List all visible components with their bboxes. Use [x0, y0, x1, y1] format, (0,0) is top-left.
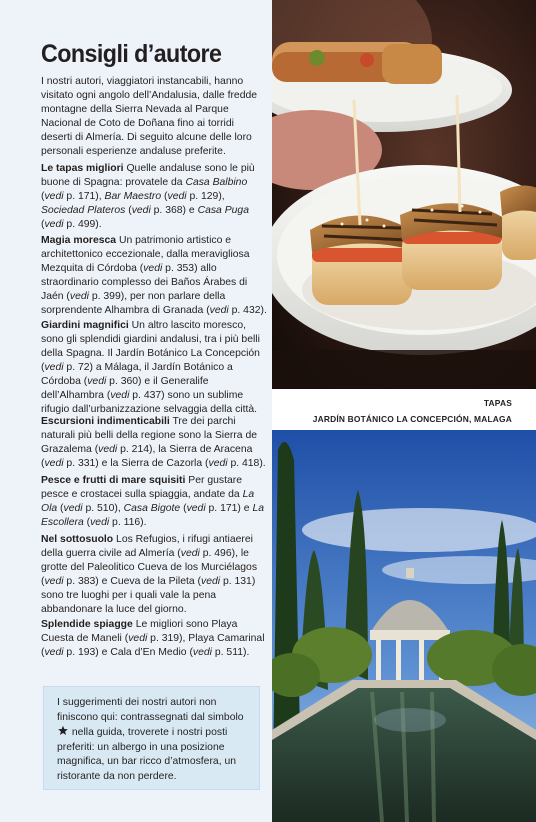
tip-tapas: [41, 162, 268, 232]
tip-italic-text: vedi: [110, 390, 130, 401]
tip-heading: Giardini magnifici: [41, 320, 129, 331]
tip-text: p. 399), per non parlare della sorprendente Alhambra di Granada (: [41, 291, 226, 316]
tip-italic-text: vedi: [209, 305, 229, 316]
tip-text: (: [41, 191, 45, 202]
tip-underground: [41, 533, 268, 617]
page-title: Consigli d’autore: [41, 40, 222, 68]
tip-text: p. 437) sono un sublime rifugio dall’urbanizzazione selvaggia della città.: [41, 390, 258, 415]
tip-italic-text: vedi: [98, 444, 118, 455]
tip-moorish-magic: [41, 234, 268, 318]
tip-italic-text: vedi: [44, 647, 64, 658]
tip-heading: Magia moresca: [41, 235, 117, 246]
tip-italic-text: vedi: [69, 291, 89, 302]
tip-text: Un altro lascito moresco, sono gli splendidi giardini andalusi, tra i più belli della Spagna. Il Jardín Botánico La Concepción (: [41, 320, 260, 373]
tip-text: p. 214), la Sierra de Aracena (: [41, 444, 253, 469]
tip-italic-text: Casa Bigote: [123, 503, 181, 514]
tip-text: p. 193) e Cala d’En Medio (: [63, 647, 193, 658]
tip-text: Tre dei parchi naturali più belli della regione sono la Sierra de Grazalema (: [41, 416, 258, 455]
tip-italic-text: vedi: [44, 458, 64, 469]
tip-text: Un patrimonio artistico e architettonico eccezionale, dalla meravigliosa Mezquita di Córdoba (: [41, 235, 250, 274]
tip-text: Per gustare pesce e crostacei sulla spiaggia, andate da: [41, 475, 243, 500]
tip-italic-text: vedi: [131, 205, 151, 216]
intro-paragraph: I nostri autori, viaggiatori instancabili, hanno visitato ogni angolo dell’Andalusia, dalle fredde montagne della Sierra Nevada al Parque Nacional de Coto de Doñana fino ai torridi deserti di Almería. Di seguito alcune delle loro personali esperienze andaluse preferite.: [41, 76, 258, 157]
tip-heading: Nel sottosuolo: [41, 534, 114, 545]
garden-photo: [272, 430, 536, 822]
tip-italic-text: vedi: [143, 263, 163, 274]
tip-gardens: [41, 319, 268, 417]
tip-italic-text: vedi: [44, 362, 64, 373]
tip-italic-text: vedi: [44, 191, 64, 202]
tip-text: Los Refugios, i rifugi antiaerei della guerra civile ad Almería (: [41, 534, 253, 559]
tip-italic-text: La Escollera: [41, 503, 264, 528]
tip-text: p. 360) e il Generalife dell’Alhambra (: [41, 376, 209, 401]
tip-text: p. 496), le grotte del Paleolitico Cueva de los Murciélagos (: [41, 548, 258, 587]
tip-italic-text: vedi: [167, 191, 187, 202]
tip-italic-text: vedi: [87, 376, 107, 387]
tip-heading: Escursioni indimenticabili: [41, 416, 170, 427]
tip-text: p. 510),: [82, 503, 124, 514]
tip-italic-text: vedi: [186, 503, 206, 514]
tip-italic-text: vedi: [192, 647, 212, 658]
tip-heading: Le tapas migliori: [41, 163, 124, 174]
tip-text: p. 368) e: [150, 205, 198, 216]
tip-italic-text: vedi: [180, 548, 200, 559]
author-picks-note: [43, 686, 260, 790]
tip-text: p. 499).: [63, 219, 102, 230]
caption-garden: JARDÍN BOTÁNICO LA CONCEPCIÓN, MALAGA: [312, 414, 512, 424]
tapas-photo: [272, 0, 536, 389]
tip-italic-text: Bar Maestro: [104, 191, 162, 202]
tip-text: (: [161, 191, 168, 202]
tip-text: p. 129),: [186, 191, 225, 202]
tip-text: (: [41, 219, 45, 230]
tip-text: p. 319), Playa Camarinal (: [41, 633, 265, 658]
caption-tapas: TAPAS: [483, 398, 512, 408]
tip-text: p. 171) e: [205, 503, 253, 514]
tip-heading: Pesce e frutti di mare squisiti: [41, 475, 186, 486]
tip-text: (: [180, 503, 187, 514]
tip-text: p. 72) a Málaga, il Jardín Botánico a Córdoba (: [41, 362, 233, 387]
tip-text: p. 511).: [211, 647, 250, 658]
tip-italic-text: Casa Puga: [197, 205, 249, 216]
tip-italic-text: vedi: [208, 458, 228, 469]
tip-text: p. 131) sono tre luoghi per i quali vale la pena abbandonare la luce del giorno.: [41, 576, 256, 615]
tip-text: (: [57, 503, 64, 514]
tip-text: (: [125, 205, 132, 216]
tip-italic-text: vedi: [128, 633, 148, 644]
tip-italic-text: vedi: [63, 503, 83, 514]
tip-italic-text: vedi: [90, 517, 110, 528]
tip-italic-text: Casa Balbino: [185, 177, 248, 188]
tip-text: Le migliori sono Playa Cuesta de Maneli (: [41, 619, 238, 644]
tip-text: p. 331) e la Sierra de Cazorla (: [63, 458, 209, 469]
note-text-after: nella guida, troverete i nostri posti preferiti: un albergo in una posizione magnifica, un bar ricco d’atmosfera, un ristorante da non perdere.: [57, 727, 237, 782]
tip-text: p. 353) allo straordinario complesso dei Baños Árabes di Jaén (: [41, 263, 248, 302]
tip-text: p. 418).: [227, 458, 266, 469]
tip-italic-text: vedi: [201, 576, 221, 587]
tip-italic-text: La Ola: [41, 489, 255, 514]
tip-text: p. 116).: [109, 517, 147, 528]
tip-seafood: [41, 474, 268, 530]
tip-text: p. 383) e Cueva de la Pileta (: [63, 576, 201, 587]
note-text-before: I suggerimenti dei nostri autori non finiscono qui: contrassegnati dal simbolo: [57, 697, 244, 723]
star-icon: [57, 725, 69, 736]
tip-text: Quelle andaluse sono le più buone di Spagna: provatele da: [41, 163, 255, 188]
tip-text: (: [83, 517, 91, 528]
tip-text: p. 432).: [228, 305, 267, 316]
tip-heading: Splendide spiagge: [41, 619, 133, 630]
tip-italic-text: Sociedad Plateros: [41, 205, 126, 216]
tip-italic-text: vedi: [44, 576, 64, 587]
tip-italic-text: vedi: [44, 219, 64, 230]
tip-hikes: [41, 415, 268, 471]
tip-text: p. 171),: [63, 191, 105, 202]
tip-beaches: [41, 618, 268, 660]
